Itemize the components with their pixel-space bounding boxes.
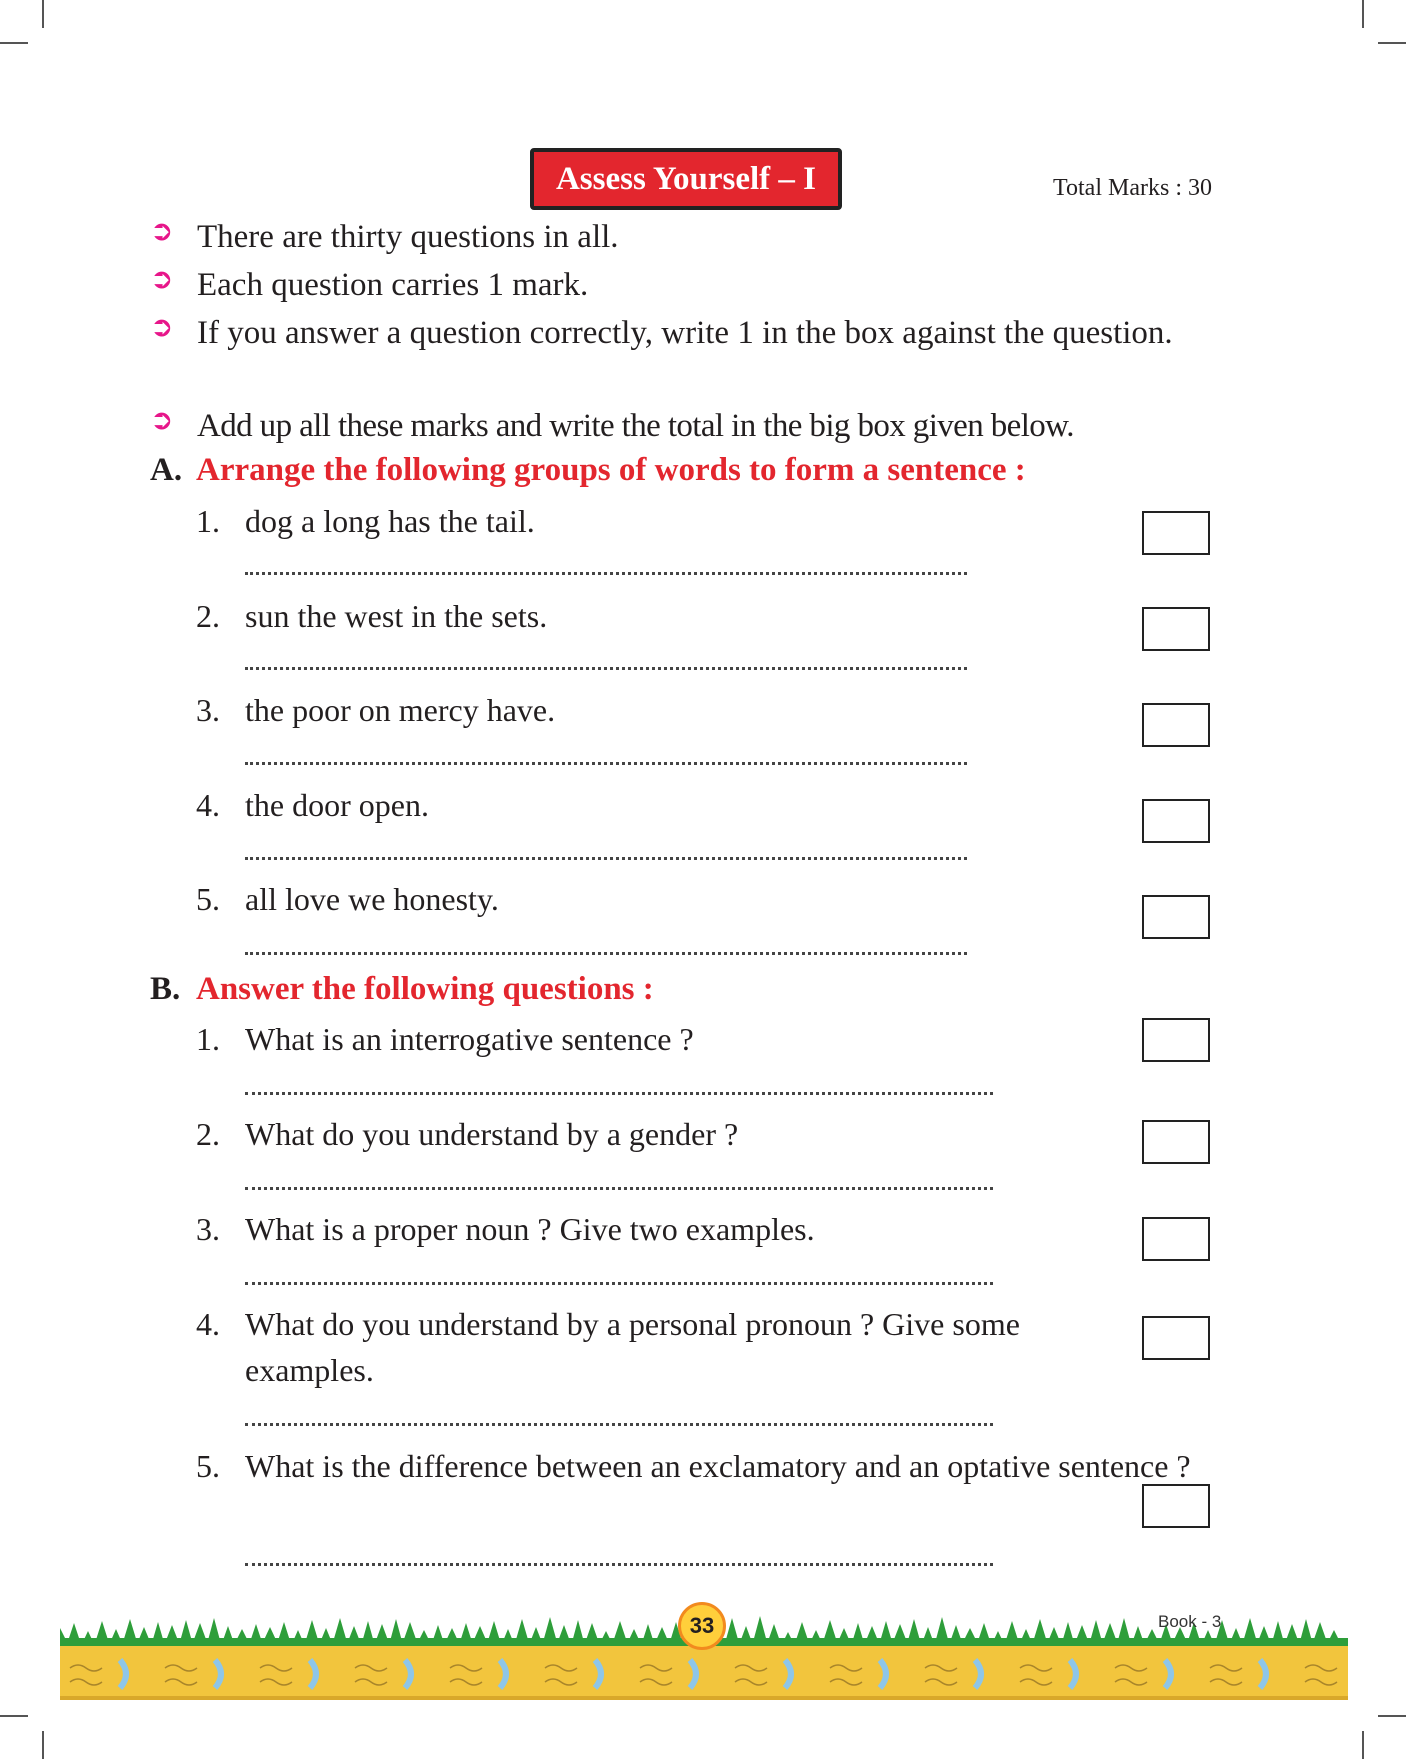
answer-line[interactable] [245,1092,993,1095]
answer-line[interactable] [245,1423,993,1426]
marks-box[interactable] [1142,1120,1210,1164]
arrow-bullet-icon: ➲ [150,214,174,247]
ground-edge [60,1696,1348,1700]
marks-box[interactable] [1142,895,1210,939]
question-text: the door open. [245,787,429,823]
question-number: 1. [196,1021,220,1057]
crop-mark [1378,42,1406,44]
answer-line[interactable] [245,952,967,955]
question-number: 5. [196,1448,220,1484]
marks-box[interactable] [1142,607,1210,651]
section-heading-text: Answer the following questions : [196,971,654,1007]
question-number: 3. [196,1211,220,1247]
question-number: 2. [196,1116,220,1152]
marks-box[interactable] [1142,1484,1210,1528]
question-number: 4. [196,1306,220,1342]
crop-mark [42,1731,44,1759]
answer-line[interactable] [245,572,967,575]
answer-line[interactable] [245,1563,993,1566]
total-marks: Total Marks : 30 [1053,175,1212,201]
question-text: the poor on mercy have. [245,692,556,728]
arrow-bullet-icon: ➲ [150,262,174,295]
crop-mark [1362,1731,1364,1759]
question-text: What is the difference between an exclamatory and an optative sentence ? [245,1448,1191,1484]
answer-line[interactable] [245,857,967,860]
section-heading-text: Arrange the following groups of words to form a sentence : [196,452,1026,488]
marks-box[interactable] [1142,511,1210,555]
section-letter: A. [150,452,183,488]
instruction-text: There are thirty questions in all. [197,219,619,255]
question-number: 3. [196,692,220,728]
section-letter: B. [150,971,181,1007]
section-a-heading [150,452,1026,489]
instruction-text: Each question carries 1 mark. [197,267,589,303]
answer-line[interactable] [245,762,967,765]
question-text: What do you understand by a gender ? [245,1116,739,1152]
crop-mark [0,42,28,44]
crop-mark [42,0,44,28]
question-number: 4. [196,787,220,823]
question-text: What is an interrogative sentence ? [245,1021,694,1057]
question-number: 5. [196,881,220,917]
arrow-bullet-icon: ➲ [150,310,174,343]
section-b-heading [150,971,654,1008]
book-label: Book - 3 [1158,1612,1222,1631]
page-number: 33 [678,1602,726,1650]
crop-mark [1362,0,1364,28]
marks-box[interactable] [1142,1018,1210,1062]
answer-line[interactable] [245,1187,993,1190]
answer-line[interactable] [245,1282,993,1285]
question-number: 1. [196,503,220,539]
question-text: dog a long has the tail. [245,503,535,539]
marks-box[interactable] [1142,1316,1210,1360]
marks-box[interactable] [1142,799,1210,843]
instruction-text: Add up all these marks and write the total in the big box given below. [197,408,1074,444]
instruction-text: If you answer a question correctly, write 1 in the box against the question. [197,315,1173,351]
question-text: sun the west in the sets. [245,598,548,634]
question-text: What is a proper noun ? Give two examples. [245,1211,815,1247]
question-text: What do you understand by a personal pronoun ? Give some examples. [245,1306,1020,1388]
answer-line[interactable] [245,667,967,670]
page-title: Assess Yourself – I [530,148,842,210]
marks-box[interactable] [1142,1217,1210,1261]
crop-mark [0,1715,28,1717]
question-text: all love we honesty. [245,881,499,917]
arrow-bullet-icon: ➲ [150,403,174,436]
crop-mark [1378,1715,1406,1717]
question-number: 2. [196,598,220,634]
marks-box[interactable] [1142,703,1210,747]
